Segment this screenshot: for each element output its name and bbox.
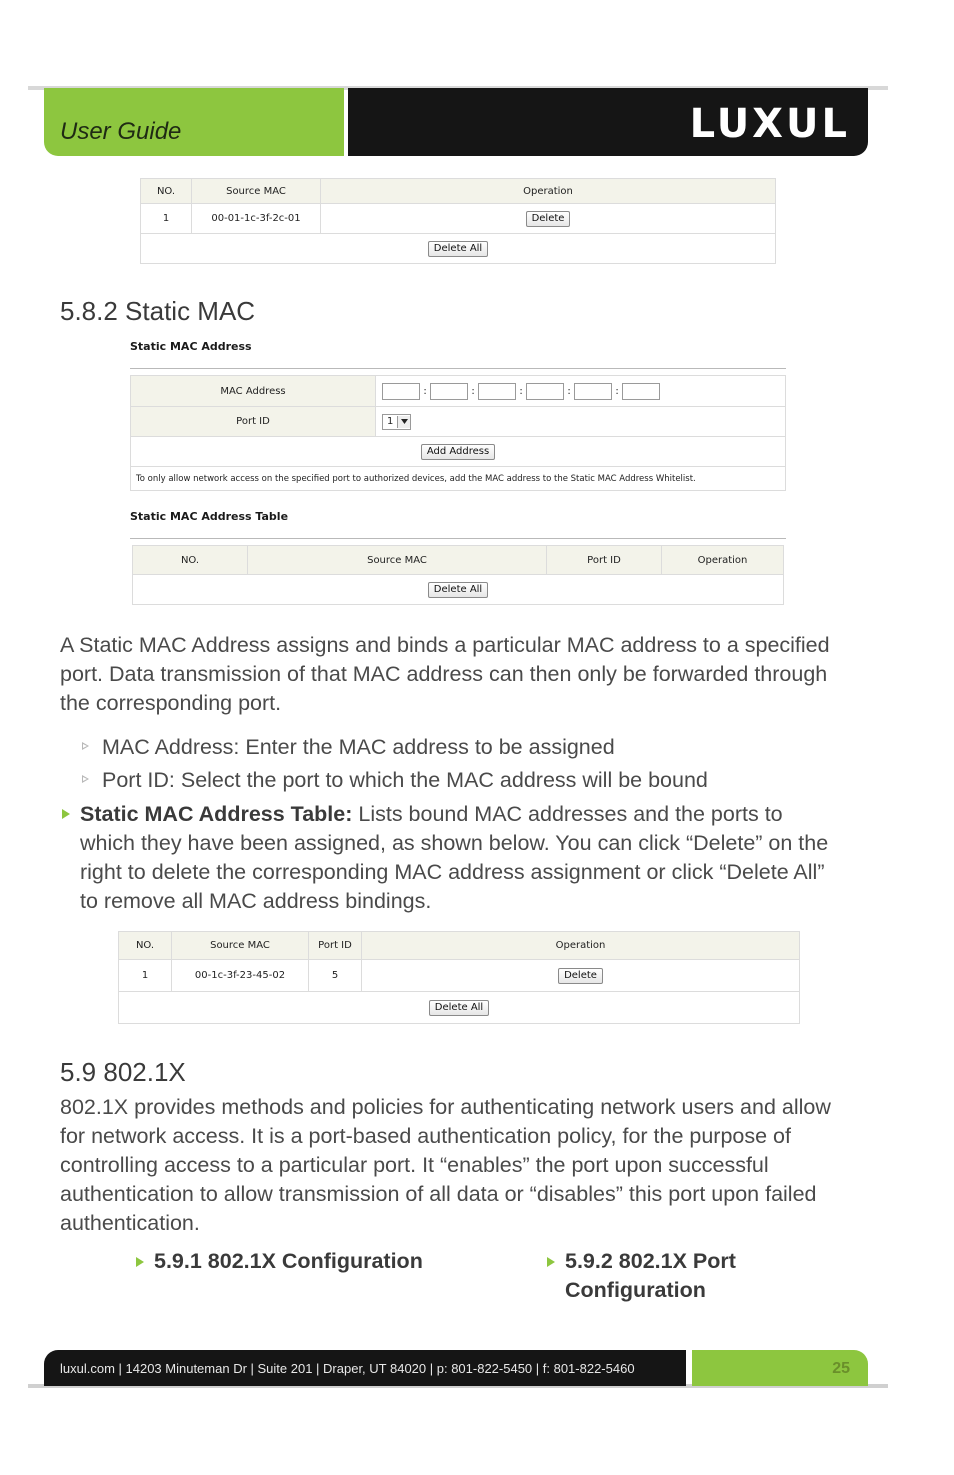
page-number: 25 <box>832 1360 850 1377</box>
delete-all-button[interactable]: Delete All <box>428 241 488 257</box>
table-description-text: Lists bound MAC addresses and the ports to which they have been assigned, as shown below. You can click “Delete” on the right to delete the corresponding MAC address assignment or click “Delete All” to remove all MAC address bindings. <box>80 802 829 913</box>
port-id-label: Port ID <box>131 407 376 437</box>
static-mac-form-title: Static MAC Address <box>130 340 252 353</box>
col-no: NO. <box>133 546 248 575</box>
mac-table-3 <box>118 931 800 1024</box>
col-operation: Operation <box>662 546 784 575</box>
delete-button[interactable]: Delete <box>526 211 571 227</box>
bullet-text: Port ID: Select the port to which the MAC address will be bound <box>102 768 708 792</box>
cell-delete-all <box>133 575 784 605</box>
col-port-id: Port ID <box>547 546 662 575</box>
section-heading-5-9: 5.9 802.1X <box>60 1057 186 1087</box>
table-footer-row <box>119 992 800 1024</box>
bullet-green-icon <box>62 809 70 819</box>
mac-octet-2-input[interactable] <box>430 383 468 400</box>
mac-address-label: MAC Address <box>131 376 376 407</box>
static-mac-table <box>132 545 784 605</box>
add-row <box>131 437 786 467</box>
mac-octet-4-input[interactable] <box>526 383 564 400</box>
note-row <box>131 467 786 491</box>
bullet-outline-icon <box>82 775 89 783</box>
chevron-down-icon <box>397 416 410 428</box>
section-heading-5-8-2: 5.8.2 Static MAC <box>60 296 256 326</box>
port-id-row <box>131 407 786 437</box>
cell-operation <box>362 960 800 992</box>
cell-delete-all <box>119 992 800 1024</box>
bullet-green-icon <box>136 1257 144 1267</box>
cell-delete-all <box>141 234 776 264</box>
mac-octet-6-input[interactable] <box>622 383 660 400</box>
delete-all-button[interactable]: Delete All <box>429 1000 489 1016</box>
bullet-green-icon <box>547 1257 555 1267</box>
mac-table-1 <box>140 178 776 264</box>
link-dot1x-port-configuration[interactable] <box>565 1247 736 1305</box>
list-item <box>82 731 615 764</box>
col-no: NO. <box>119 932 172 960</box>
col-port-id: Port ID <box>309 932 362 960</box>
col-operation: Operation <box>321 179 776 204</box>
col-source-mac: Source MAC <box>248 546 547 575</box>
table-row <box>141 204 776 234</box>
whitelist-note: To only allow network access on the specified port to authorized devices, add the MAC address to the Static MAC Address Whitelist. <box>131 467 786 491</box>
table-header-row <box>141 179 776 204</box>
add-address-button[interactable]: Add Address <box>421 444 495 460</box>
link-dot1x-configuration-text: 5.9.1 802.1X Configuration <box>154 1249 423 1273</box>
table-header-row <box>133 546 784 575</box>
mac-address-inputs: : : : : : <box>376 376 786 407</box>
table-description-label: Static MAC Address Table: <box>80 802 353 826</box>
footer-contact: luxul.com | 14203 Minuteman Dr | Suite 201 | Draper, UT 84020 | p: 801-822-5450 | f: 801-822-5460 <box>60 1361 635 1376</box>
cell-no: 1 <box>141 204 192 234</box>
mac-octet-5-input[interactable] <box>574 383 612 400</box>
document-title: User Guide <box>60 118 182 145</box>
cell-mac: 00-01-1c-3f-2c-01 <box>192 204 321 234</box>
cell-no: 1 <box>119 960 172 992</box>
logo-text: LUXUL <box>689 101 850 147</box>
table-description <box>80 800 840 916</box>
cell-port: 5 <box>309 960 362 992</box>
col-no: NO. <box>141 179 192 204</box>
table-row <box>119 960 800 992</box>
static-mac-form <box>130 375 786 491</box>
col-source-mac: Source MAC <box>192 179 321 204</box>
port-id-value: 1 <box>387 416 394 427</box>
mac-octet-1-input[interactable] <box>382 383 420 400</box>
static-mac-description: A Static MAC Address assigns and binds a particular MAC address to a specified port. Data transmission of that MAC address can then only be forwarded through the corresponding port. <box>60 633 830 715</box>
luxul-logo <box>689 101 850 147</box>
link-dot1x-configuration[interactable] <box>154 1247 423 1276</box>
table-footer-row <box>141 234 776 264</box>
table-header-row <box>119 932 800 960</box>
list-item <box>82 764 708 797</box>
delete-button[interactable]: Delete <box>558 968 603 984</box>
col-source-mac: Source MAC <box>172 932 309 960</box>
port-id-select[interactable] <box>382 414 411 430</box>
static-mac-table-title: Static MAC Address Table <box>130 510 289 523</box>
add-cell <box>131 437 786 467</box>
delete-all-button[interactable]: Delete All <box>428 582 488 598</box>
dot1x-description: 802.1X provides methods and policies for authenticating network users and allow for network access. It is a port-based authentication policy, for the purpose of controlling access to a particular port. It “enables” the port upon successful authentication to allow transmission of all data or “disables” this port upon failed authentication. <box>60 1095 831 1235</box>
mac-address-row <box>131 376 786 407</box>
cell-operation <box>321 204 776 234</box>
mac-octet-3-input[interactable] <box>478 383 516 400</box>
link-dot1x-port-configuration-line1: 5.9.2 802.1X Port <box>565 1249 736 1273</box>
port-id-cell <box>376 407 786 437</box>
bullet-outline-icon <box>82 742 89 750</box>
divider <box>130 368 786 369</box>
link-dot1x-port-configuration-line2: Configuration <box>565 1278 706 1302</box>
table-footer-row <box>133 575 784 605</box>
bullet-text: MAC Address: Enter the MAC address to be assigned <box>102 735 615 759</box>
col-operation: Operation <box>362 932 800 960</box>
divider <box>130 538 786 539</box>
cell-mac: 00-1c-3f-23-45-02 <box>172 960 309 992</box>
